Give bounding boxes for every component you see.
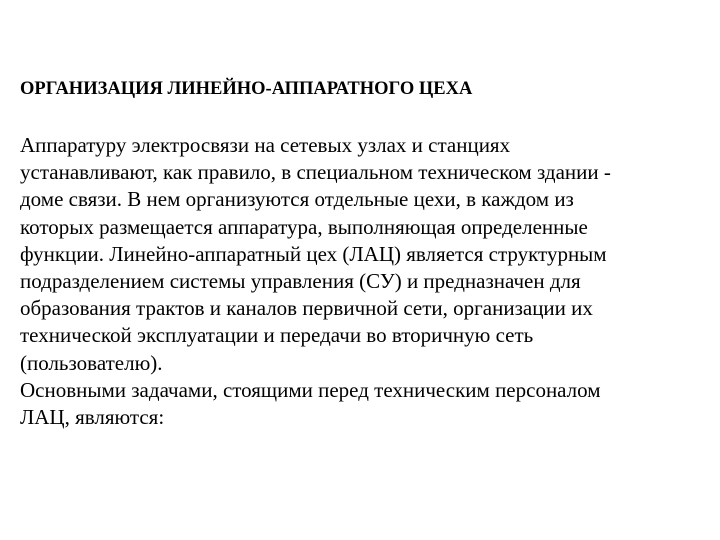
body-line: Аппаратуру электросвязи на сетевых узлах и станциях: [20, 133, 511, 157]
body-line: которых размещается аппаратура, выполняющая определенные: [20, 214, 588, 239]
body-line: функции. Линейно-аппаратный цех (ЛАЦ) является структурным: [20, 241, 607, 266]
body-line: (пользователю).: [20, 350, 163, 375]
body-line: доме связи. В нем организуются отдельные цехи, в каждом из: [20, 187, 574, 212]
body-line: ЛАЦ, являются:: [20, 405, 165, 430]
body-line: устанавливают, как правило, в специальном техническом здании -: [20, 160, 611, 185]
body-line: технической эксплуатации и передачи во вторичную сеть: [20, 323, 534, 348]
body-line: подразделением системы управления (СУ) и предназначен для: [20, 269, 581, 294]
body-line: образования трактов и каналов первичной сети, организации их: [20, 296, 593, 321]
slide-title: ОРГАНИЗАЦИЯ ЛИНЕЙНО-АППАРАТНОГО ЦЕХА: [20, 79, 473, 99]
body-line: Основными задачами, стоящими перед техническим персоналом: [20, 377, 601, 402]
slide-body: [20, 132, 710, 431]
